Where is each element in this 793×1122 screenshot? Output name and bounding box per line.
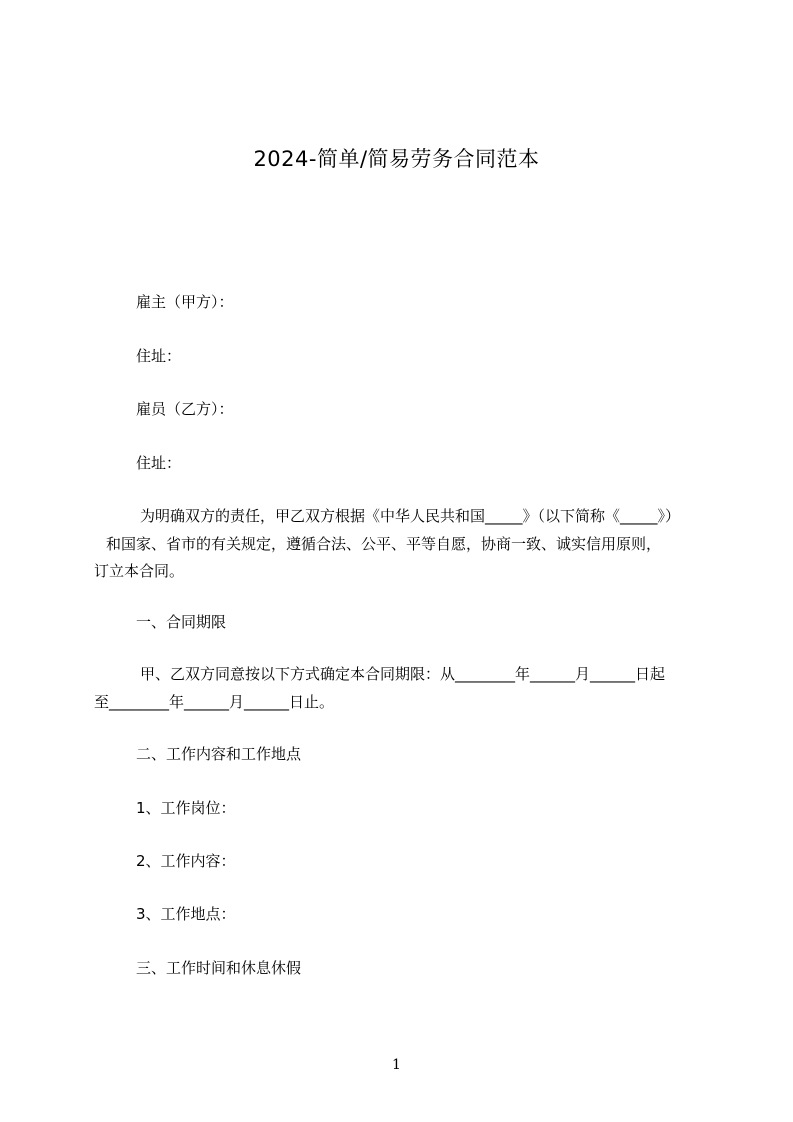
document-title: 2024-简单/简易劳务合同范本 (253, 147, 540, 171)
preamble-line-1: 为明确双方的责任，甲乙双方根据《中华人民共和国_____》（以下简称《_____》） (140, 507, 681, 525)
preamble-line-3: 订立本合同。 (94, 562, 185, 580)
section-heading-term: 一、合同期限 (136, 613, 227, 631)
section-heading-hours: 三、工作时间和休息休假 (136, 959, 302, 977)
work-item-position: 1、工作岗位： (136, 799, 236, 817)
page-number: 1 (392, 1057, 401, 1073)
employee-field-label: 雇员（乙方）： (136, 400, 234, 418)
employer-address-label: 住址： (136, 347, 182, 365)
work-item-content: 2、工作内容： (136, 852, 236, 870)
work-item-location: 3、工作地点： (136, 905, 236, 923)
term-line-1: 甲、乙双方同意按以下方式确定本合同期限：从________年______月______日起 (140, 665, 666, 683)
employee-address-label: 住址： (136, 454, 182, 472)
term-line-2: 至________年______月______日止。 (94, 693, 335, 711)
employer-field-label: 雇主（甲方）： (136, 293, 234, 311)
preamble-line-2: 和国家、省市的有关规定，遵循合法、公平、平等自愿，协商一致、诚实信用原则， (106, 535, 662, 553)
section-heading-work: 二、工作内容和工作地点 (136, 745, 302, 763)
